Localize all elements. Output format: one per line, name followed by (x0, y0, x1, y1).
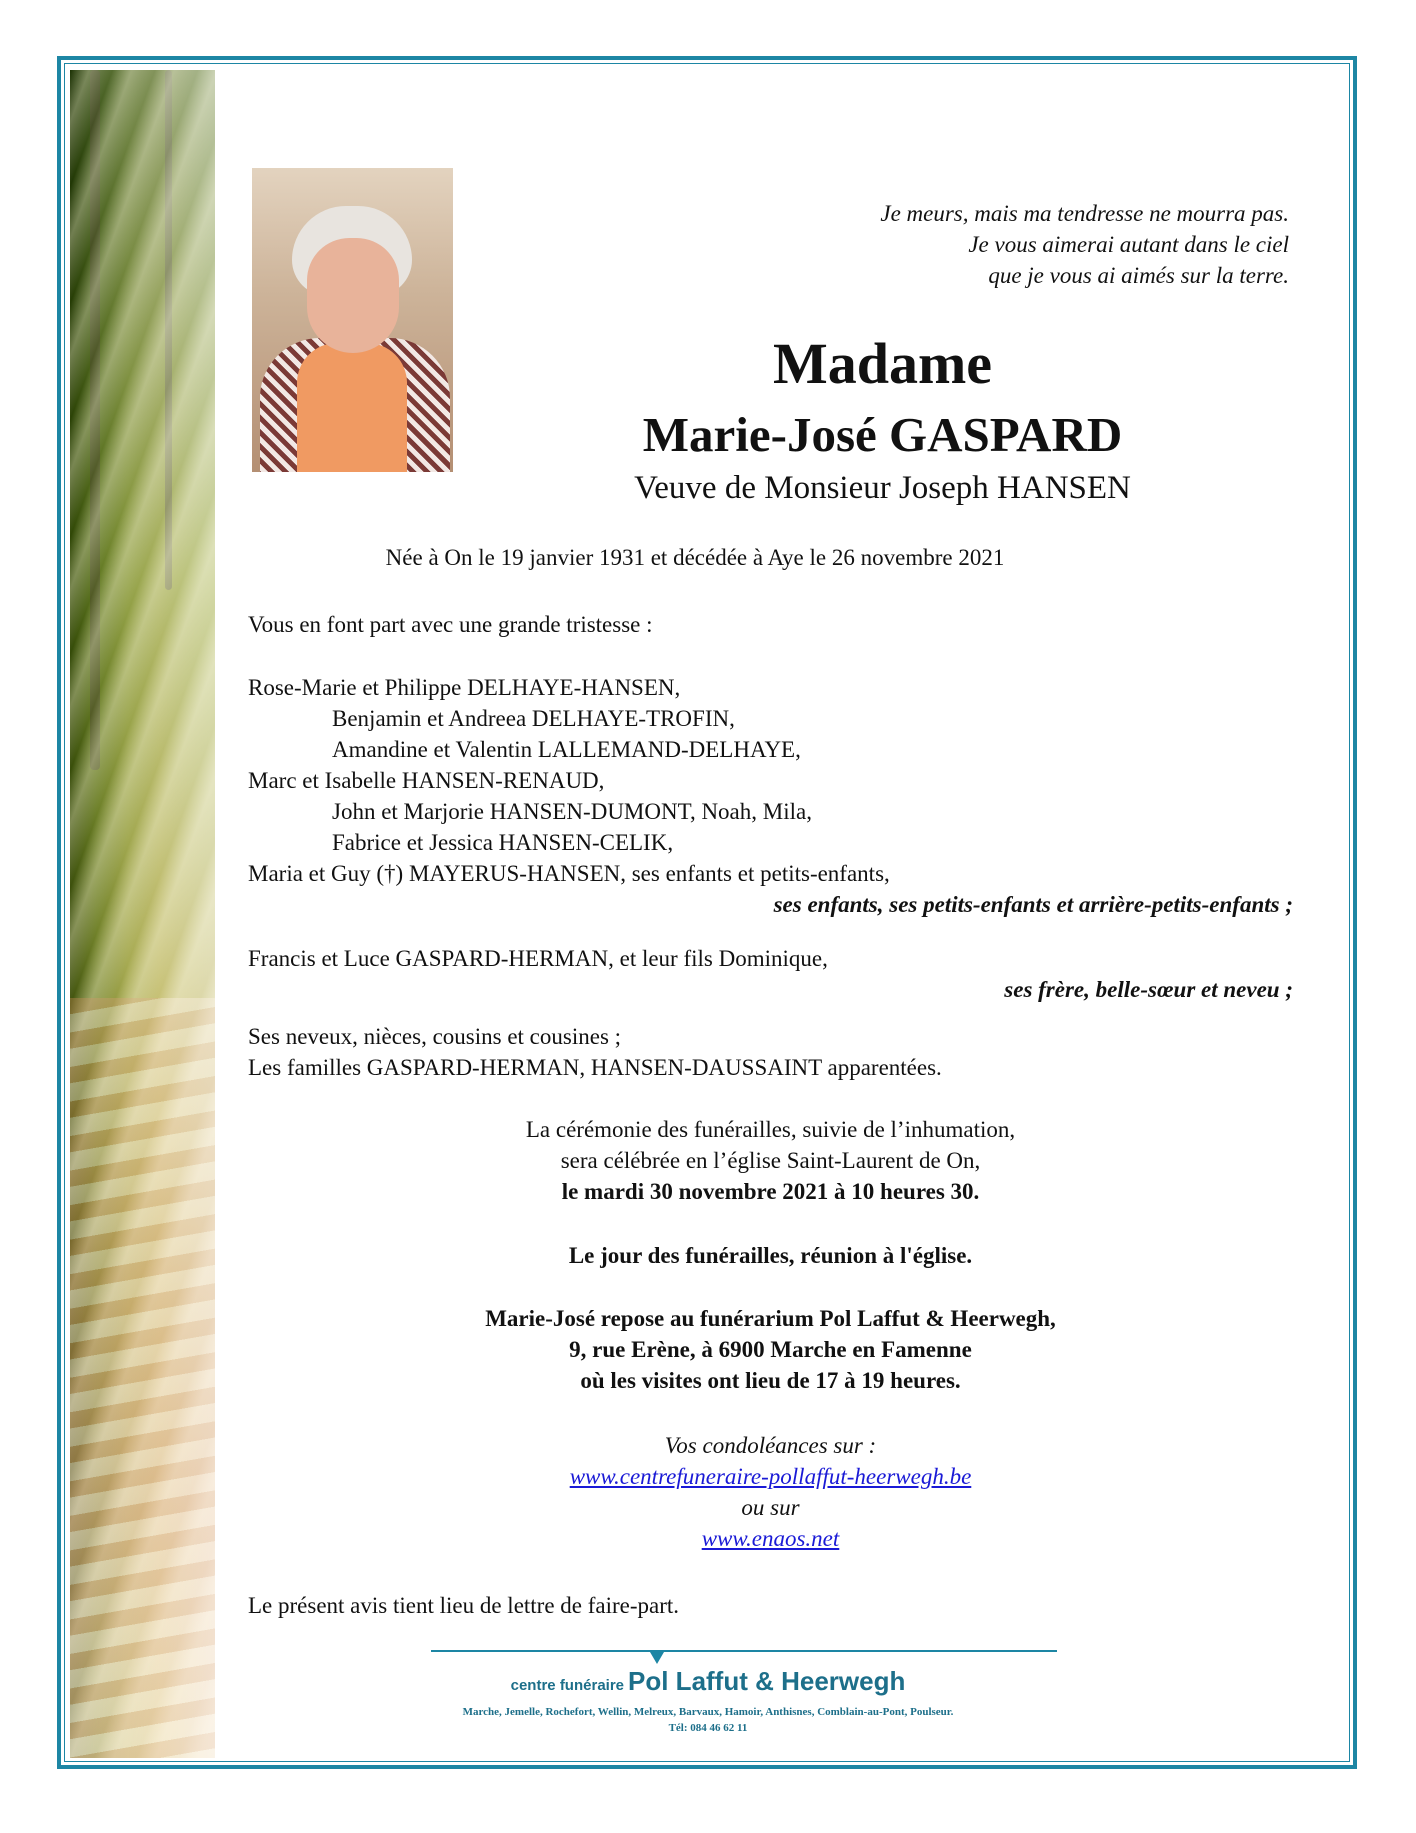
epitaph-verse (880, 198, 1289, 291)
deceased-name: Marie-José GASPARD (642, 407, 1123, 462)
family-line: Rose-Marie et Philippe DELHAYE-HANSEN, (248, 675, 681, 700)
family-line: John et Marjorie HANSEN-DUMONT, Noah, Mila, (332, 799, 812, 824)
verse-line: que je vous ai aimés sur la terre. (988, 263, 1289, 288)
condolences-label: Vos condoléances sur : (664, 1433, 877, 1458)
family-line: Les familles GASPARD-HERMAN, HANSEN-DAUSSAINT apparentées. (248, 1055, 942, 1080)
family-line: Amandine et Valentin LALLEMAND-DELHAYE, (332, 737, 801, 762)
widow-of: Veuve de Monsieur Joseph HANSEN (634, 470, 1131, 506)
intro-text: Vous en font part avec une grande tristesse : (248, 612, 653, 637)
rest-line: Marie-José repose au funérarium Pol Laffut & Heerwegh, (485, 1306, 1056, 1331)
ceremony-line: sera célébrée en l’église Saint-Laurent de On, (560, 1148, 981, 1173)
logo-prefix: centre funéraire (510, 1677, 625, 1694)
footer-marker-icon (650, 1652, 664, 1664)
condolences-link-funeral-center[interactable]: www.centrefuneraire-pollaffut-heerwegh.be (569, 1464, 972, 1489)
family-line: Benjamin et Andreea DELHAYE-TROFIN, (332, 706, 735, 731)
birth-death-line: Née à On le 19 janvier 1931 et décédée à Aye le 26 novembre 2021 (385, 545, 1005, 570)
title: Madame (772, 331, 993, 396)
family-role: ses enfants, ses petits-enfants et arrière-petits-enfants ; (773, 892, 1293, 917)
rest-line: où les visites ont lieu de 17 à 19 heures. (580, 1368, 961, 1393)
condolences-link-enaos[interactable]: www.enaos.net (701, 1526, 840, 1551)
ceremony-date: le mardi 30 novembre 2021 à 10 heures 30. (561, 1179, 980, 1204)
condolences-block (248, 1430, 1293, 1554)
family-block-extended (248, 1021, 942, 1083)
verse-line: Je meurs, mais ma tendresse ne mourra pas. (880, 201, 1289, 226)
family-line: Francis et Luce GASPARD-HERMAN, et leur fils Dominique, (248, 946, 828, 971)
footer-locations: Marche, Jemelle, Rochefort, Wellin, Melreux, Barvaux, Hamoir, Anthisnes, Comblain-au-Pont, Poulseur. (462, 1706, 954, 1718)
ceremony-line: La cérémonie des funérailles, suivie de l’inhumation, (525, 1117, 1016, 1142)
family-role: ses frère, belle-sœur et neveu ; (1004, 977, 1293, 1002)
footer-divider (431, 1650, 1057, 1652)
family-line: Maria et Guy (†) MAYERUS-HANSEN, ses enfants et petits-enfants, (248, 861, 890, 886)
logo-brand: Pol Laffut & Heerwegh (628, 1666, 906, 1696)
funeral-home-logo (0, 1666, 1416, 1697)
family-line: Marc et Isabelle HANSEN-RENAUD, (248, 768, 605, 793)
family-block-siblings (248, 943, 1293, 1005)
meeting-info: Le jour des funérailles, réunion à l'église. (568, 1243, 973, 1268)
family-line: Fabrice et Jessica HANSEN-CELIK, (332, 830, 674, 855)
footer-phone: Tél: 084 46 62 11 (668, 1722, 748, 1734)
family-line: Ses neveux, nièces, cousins et cousines ; (248, 1024, 622, 1049)
funerarium-info (248, 1303, 1293, 1396)
forest-path-image (70, 70, 215, 1758)
or-on-label: ou sur (741, 1495, 800, 1520)
closing-note: Le présent avis tient lieu de lettre de faire-part. (248, 1593, 680, 1618)
family-block-children (248, 672, 1293, 920)
rest-line: 9, rue Erène, à 6900 Marche en Famenne (569, 1337, 972, 1362)
verse-line: Je vous aimerai autant dans le ciel (968, 232, 1289, 257)
ceremony-info (248, 1114, 1293, 1207)
